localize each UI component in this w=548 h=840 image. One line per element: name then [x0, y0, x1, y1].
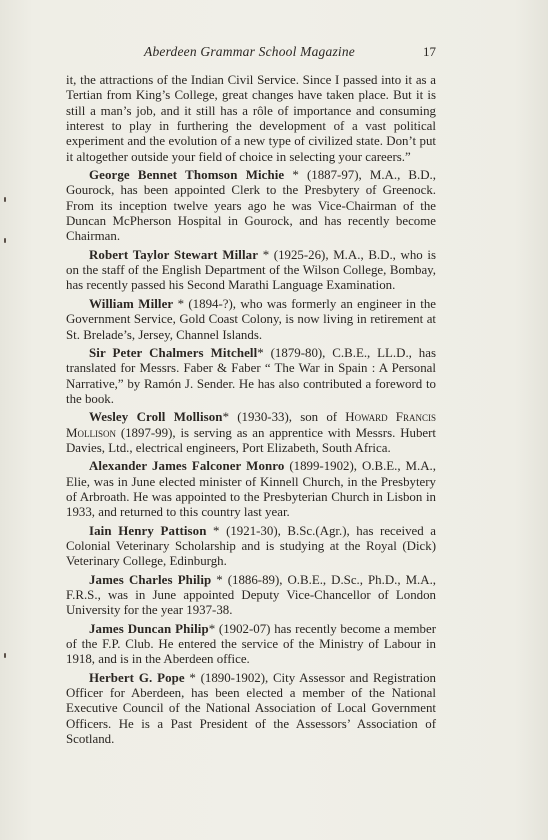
- entry-text: * (1890-1902), City Assessor and Registration Officer for Aberdeen, has been elected a member of the National Executive Council of the National Association of Local Government Officers. He is a Past President of the Assessors’ Association of Scotland.: [66, 670, 436, 747]
- person-name: Wesley Croll Mollison: [89, 410, 223, 425]
- entry-text: * (1879-80), C.B.E., LL.D., has translated for Messrs. Faber & Faber “ The War in Spain : A Personal Narrative,” by Ramón J. Sender. He has also contributed a foreword to the book.: [66, 345, 436, 406]
- person-name: Herbert G. Pope: [89, 670, 185, 685]
- entry-miller: [66, 297, 436, 343]
- entry-pope: [66, 671, 436, 748]
- entry-mitchell: [66, 346, 436, 407]
- person-name: Robert Taylor Stewart Millar: [89, 247, 259, 262]
- margin-mark: [4, 653, 6, 658]
- entry-text: * (1930-33), son of: [222, 410, 346, 425]
- person-name: James Duncan Philip: [89, 621, 209, 636]
- body-text: [66, 73, 436, 750]
- entry-monro: [66, 459, 436, 520]
- person-name: William Miller: [89, 296, 174, 311]
- margin-mark: [4, 238, 6, 243]
- small-caps-name: Howard Francis Mollison: [66, 410, 436, 440]
- margin-mark: [4, 197, 6, 202]
- entry-text: * (1887-97), M.A., B.D., Gourock, has been appointed Clerk to the Presbytery of Greenock. From its inception twelve years ago he was Vice-Chairman of the Duncan McPherson Hospital in Gourock, and has recently become Chairman.: [66, 168, 437, 244]
- page-number: 17: [423, 44, 436, 59]
- entry-philip-james-charles: [66, 573, 436, 619]
- entry-text: * (1894-?), who was formerly an engineer in the Government Service, Gold Coast Colony, is now living in retirement at St. Brelade’s, Jersey, Channel Islands.: [66, 296, 436, 342]
- entry-mollison: [66, 410, 436, 456]
- entry-philip-james-duncan: [66, 622, 436, 668]
- entry-michie: [66, 168, 436, 245]
- person-name: Sir Peter Chalmers Mitchell: [89, 345, 258, 360]
- person-name: Iain Henry Pattison: [89, 523, 207, 538]
- entry-text: * (1925-26), M.A., B.D., who is on the staff of the English Department of the Wilson College, Bombay, has recently passed his Second Marathi Language Examination.: [66, 247, 436, 293]
- person-name: James Charles Philip: [89, 572, 212, 587]
- entry-millar: [66, 248, 436, 294]
- entry-text-after: (1897-99), is serving as an apprentice with Messrs. Hubert Davies, Ltd., electrical engineers, Port Elizabeth, South Africa.: [66, 425, 436, 455]
- entry-text: * (1902-07) has recently become a member of the F.P. Club. He entered the service of the Ministry of Labour in 1918, and is in the Aberdeen office.: [66, 621, 436, 667]
- person-name: George Bennet Thomson Michie: [89, 168, 285, 183]
- paragraph-continuation: [66, 73, 436, 165]
- entry-text: * (1886-89), O.B.E., D.Sc., Ph.D., M.A., F.R.S., was in June appointed Deputy Vice-Chancellor of London University for the year 1937-38.: [66, 572, 437, 618]
- person-name: Alexander James Falconer Monro: [89, 459, 285, 474]
- entry-text: * (1921-30), B.Sc.(Agr.), has received a Colonial Veterinary Scholarship and is studying at the Royal (Dick) Veterinary College, Edinburgh.: [66, 523, 436, 569]
- paragraph-text: it, the attractions of the Indian Civil Service. Since I passed into it as a Tertian from King’s College, great changes have taken place. But it is still a man’s job, and it still has a rôle of importance and consuming interest to play in furthering the development of a vast political experiment and the evolution of a new type of civilized state. Don’t put it altogether outside your field of choice in selecting your careers.”: [66, 73, 436, 164]
- running-title: Aberdeen Grammar School Magazine: [144, 44, 355, 59]
- entry-text: (1899-1902), O.B.E., M.A., Elie, was in June elected minister of Kinnell Church, in the Presbytery of Arbroath. He was appointed to the Presbyterian Church in Lisbon in 1933, and returned to this country last year.: [66, 459, 436, 520]
- entry-pattison: [66, 524, 436, 570]
